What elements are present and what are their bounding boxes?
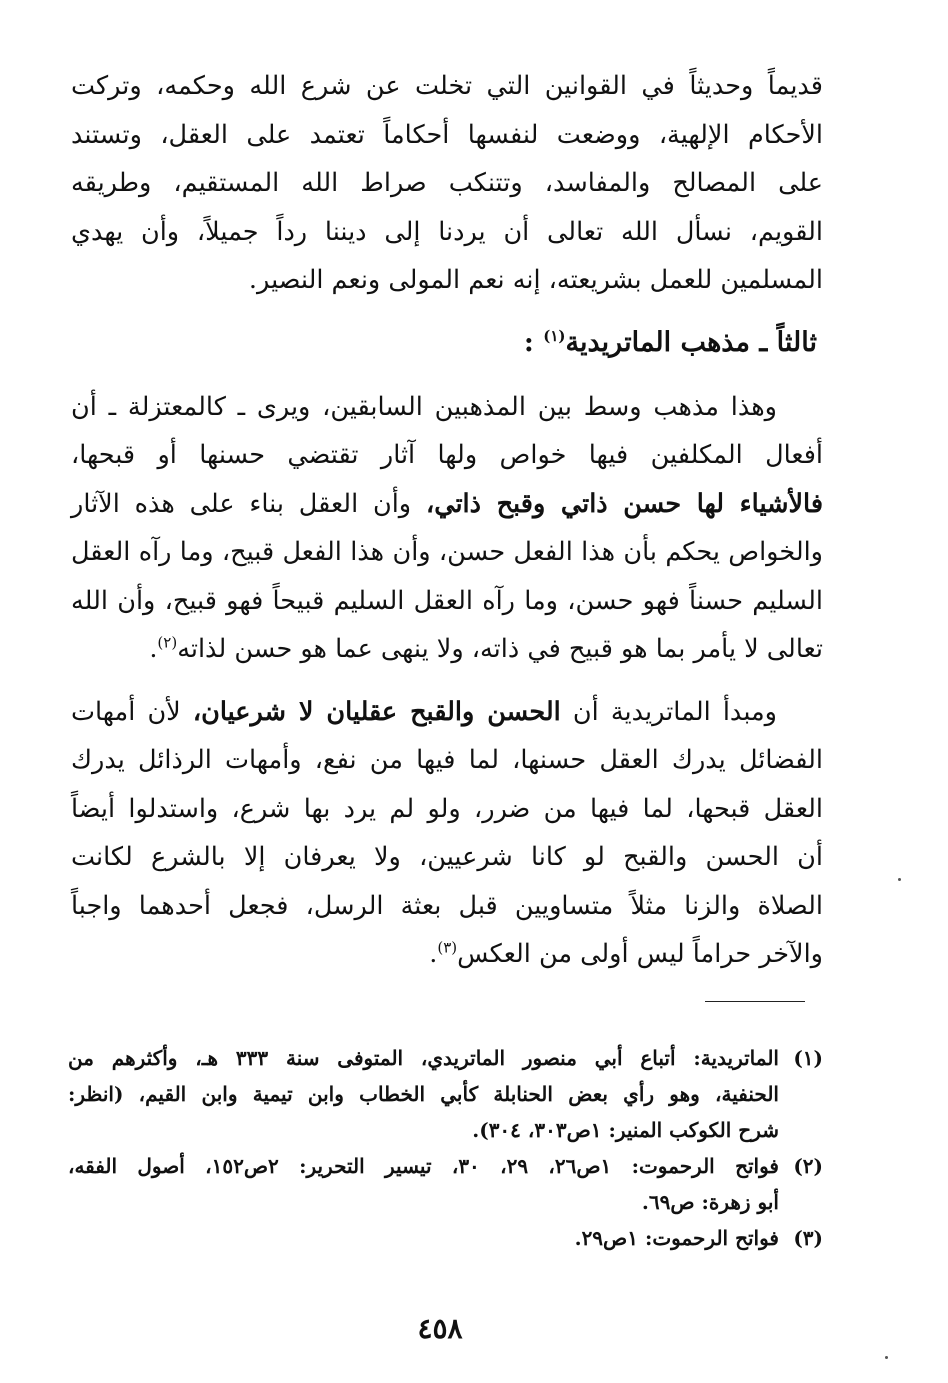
text-line: الصلاة والزنا مثلاً متساويين قبل بعثة الرسل، فجعل أحدهما واجباً xyxy=(71,890,823,921)
page-body xyxy=(71,62,823,979)
text-span: والآخر حراماً ليس أولى من العكس xyxy=(457,939,823,969)
footnote-text xyxy=(68,1148,779,1220)
footnote-number: (١) xyxy=(793,1046,823,1070)
text-span: لأن أمهات xyxy=(71,696,193,727)
footnote-1 xyxy=(68,1040,823,1148)
footnote-line: شرح الكوكب المنير: ١ص٣٠٣، ٣٠٤). xyxy=(472,1118,779,1142)
text-span: تعالى لا يأمر بما هو قبيح في ذاته، ولا ينهى عما هو حسن لذاته xyxy=(177,634,823,664)
scan-speck xyxy=(898,878,901,881)
footnote-ref[interactable]: (٣) xyxy=(437,938,458,957)
text-line: أفعال المكلفين فيها خواص ولها آثار تقتضي حسنها أو قبحها، xyxy=(71,440,823,470)
text-span: وأن العقل بناء على هذه الآثار xyxy=(71,488,426,519)
text-span: ومبدأ الماتريدية أن xyxy=(560,696,777,727)
footnote-line: فواتح الرحموت: ١ص٢٩. xyxy=(574,1226,779,1250)
paragraph-maturidi-view xyxy=(71,383,823,674)
paragraph-maturidi-principle xyxy=(71,688,823,979)
text-line xyxy=(71,930,823,979)
footnote-number: (٣) xyxy=(793,1226,823,1250)
footnotes xyxy=(68,1040,823,1256)
footnote-text xyxy=(68,1220,779,1256)
text-line xyxy=(71,480,823,529)
text-line xyxy=(71,625,823,674)
text-line: المسلمين للعمل بشريعته، إنه نعم المولى ونعم النصير. xyxy=(248,265,823,295)
scan-speck xyxy=(885,1356,888,1359)
text-line: على المصالح والمفاسد، وتتنكب صراط الله المستقيم، وطريقه xyxy=(71,168,823,198)
text-line: وهذا مذهب وسط بين المذهبين السابقين، ويرى ـ كالمعتزلة ـ أن xyxy=(71,391,777,422)
text-line xyxy=(71,688,823,737)
text-line: الأحكام الإلهية، ووضعت لنفسها أحكاماً تعتمد على العقل، وتستند xyxy=(71,119,823,150)
footnote-ref[interactable]: (٢) xyxy=(157,633,178,652)
heading-colon: : xyxy=(523,326,534,358)
footnote-line: الحنفية، وهو رأي بعض الحنابلة كأبي الخطاب وابن تيمية وابن القيم، (انظر: xyxy=(68,1082,779,1106)
text-line: السليم حسناً فهو حسن، وما رآه العقل السليم قبيحاً فهو قبيح، وأن الله xyxy=(71,585,823,616)
text-line: قديماً وحديثاً في القوانين التي تخلت عن شرع الله وحكمه، وتركت xyxy=(71,71,823,101)
footnote-divider xyxy=(705,1001,805,1002)
period: . xyxy=(429,939,438,969)
footnote-line: أبو زهرة: ص٦٩. xyxy=(641,1190,779,1214)
footnote-line: الماتريدية: أتباع أبي منصور الماتريدي، المتوفى سنة ٣٣٣ هـ، وأكثرهم من xyxy=(68,1046,779,1070)
bold-phrase: فالأشياء لها حسن ذاتي وقبح ذاتي، xyxy=(425,488,824,519)
section-heading-text: ثالثاً ـ مذهب الماتريدية xyxy=(565,326,817,358)
section-heading xyxy=(71,321,817,365)
footnote-3 xyxy=(68,1220,823,1256)
period: . xyxy=(149,634,158,664)
text-line: القويم، نسأل الله تعالى أن يردنا إلى ديننا رداً جميلاً، وأن يهدي xyxy=(71,216,823,247)
footnote-ref[interactable]: (١) xyxy=(543,326,566,345)
footnote-line: فواتح الرحموت: ١ص٢٦، ٢٩، ٣٠، تيسير التحرير: ٢ص١٥٢، أصول الفقه، xyxy=(68,1154,779,1178)
text-line: العقل قبحها، لما فيها من ضرر، ولو لم يرد بها شرع، واستدلوا أيضاً xyxy=(71,793,823,824)
bold-phrase: الحسن والقبح عقليان لا شرعيان، xyxy=(192,696,561,727)
top-paragraph xyxy=(71,62,823,305)
footnote-2 xyxy=(68,1148,823,1220)
footnote-text xyxy=(68,1040,779,1148)
text-line: الفضائل يدرك العقل حسنها، لما فيها من نفع، وأمهات الرذائل يدرك xyxy=(71,745,823,775)
text-line: والخواص يحكم بأن هذا الفعل حسن، وأن هذا الفعل قبيح، وما رآه العقل xyxy=(71,537,823,567)
footnote-number: (٢) xyxy=(793,1154,823,1178)
page-number: ٤٥٨ xyxy=(417,1312,463,1345)
text-line: أن الحسن والقبح لو كانا شرعيين، ولا يعرفان إلا بالشرع لكانت xyxy=(71,842,823,872)
